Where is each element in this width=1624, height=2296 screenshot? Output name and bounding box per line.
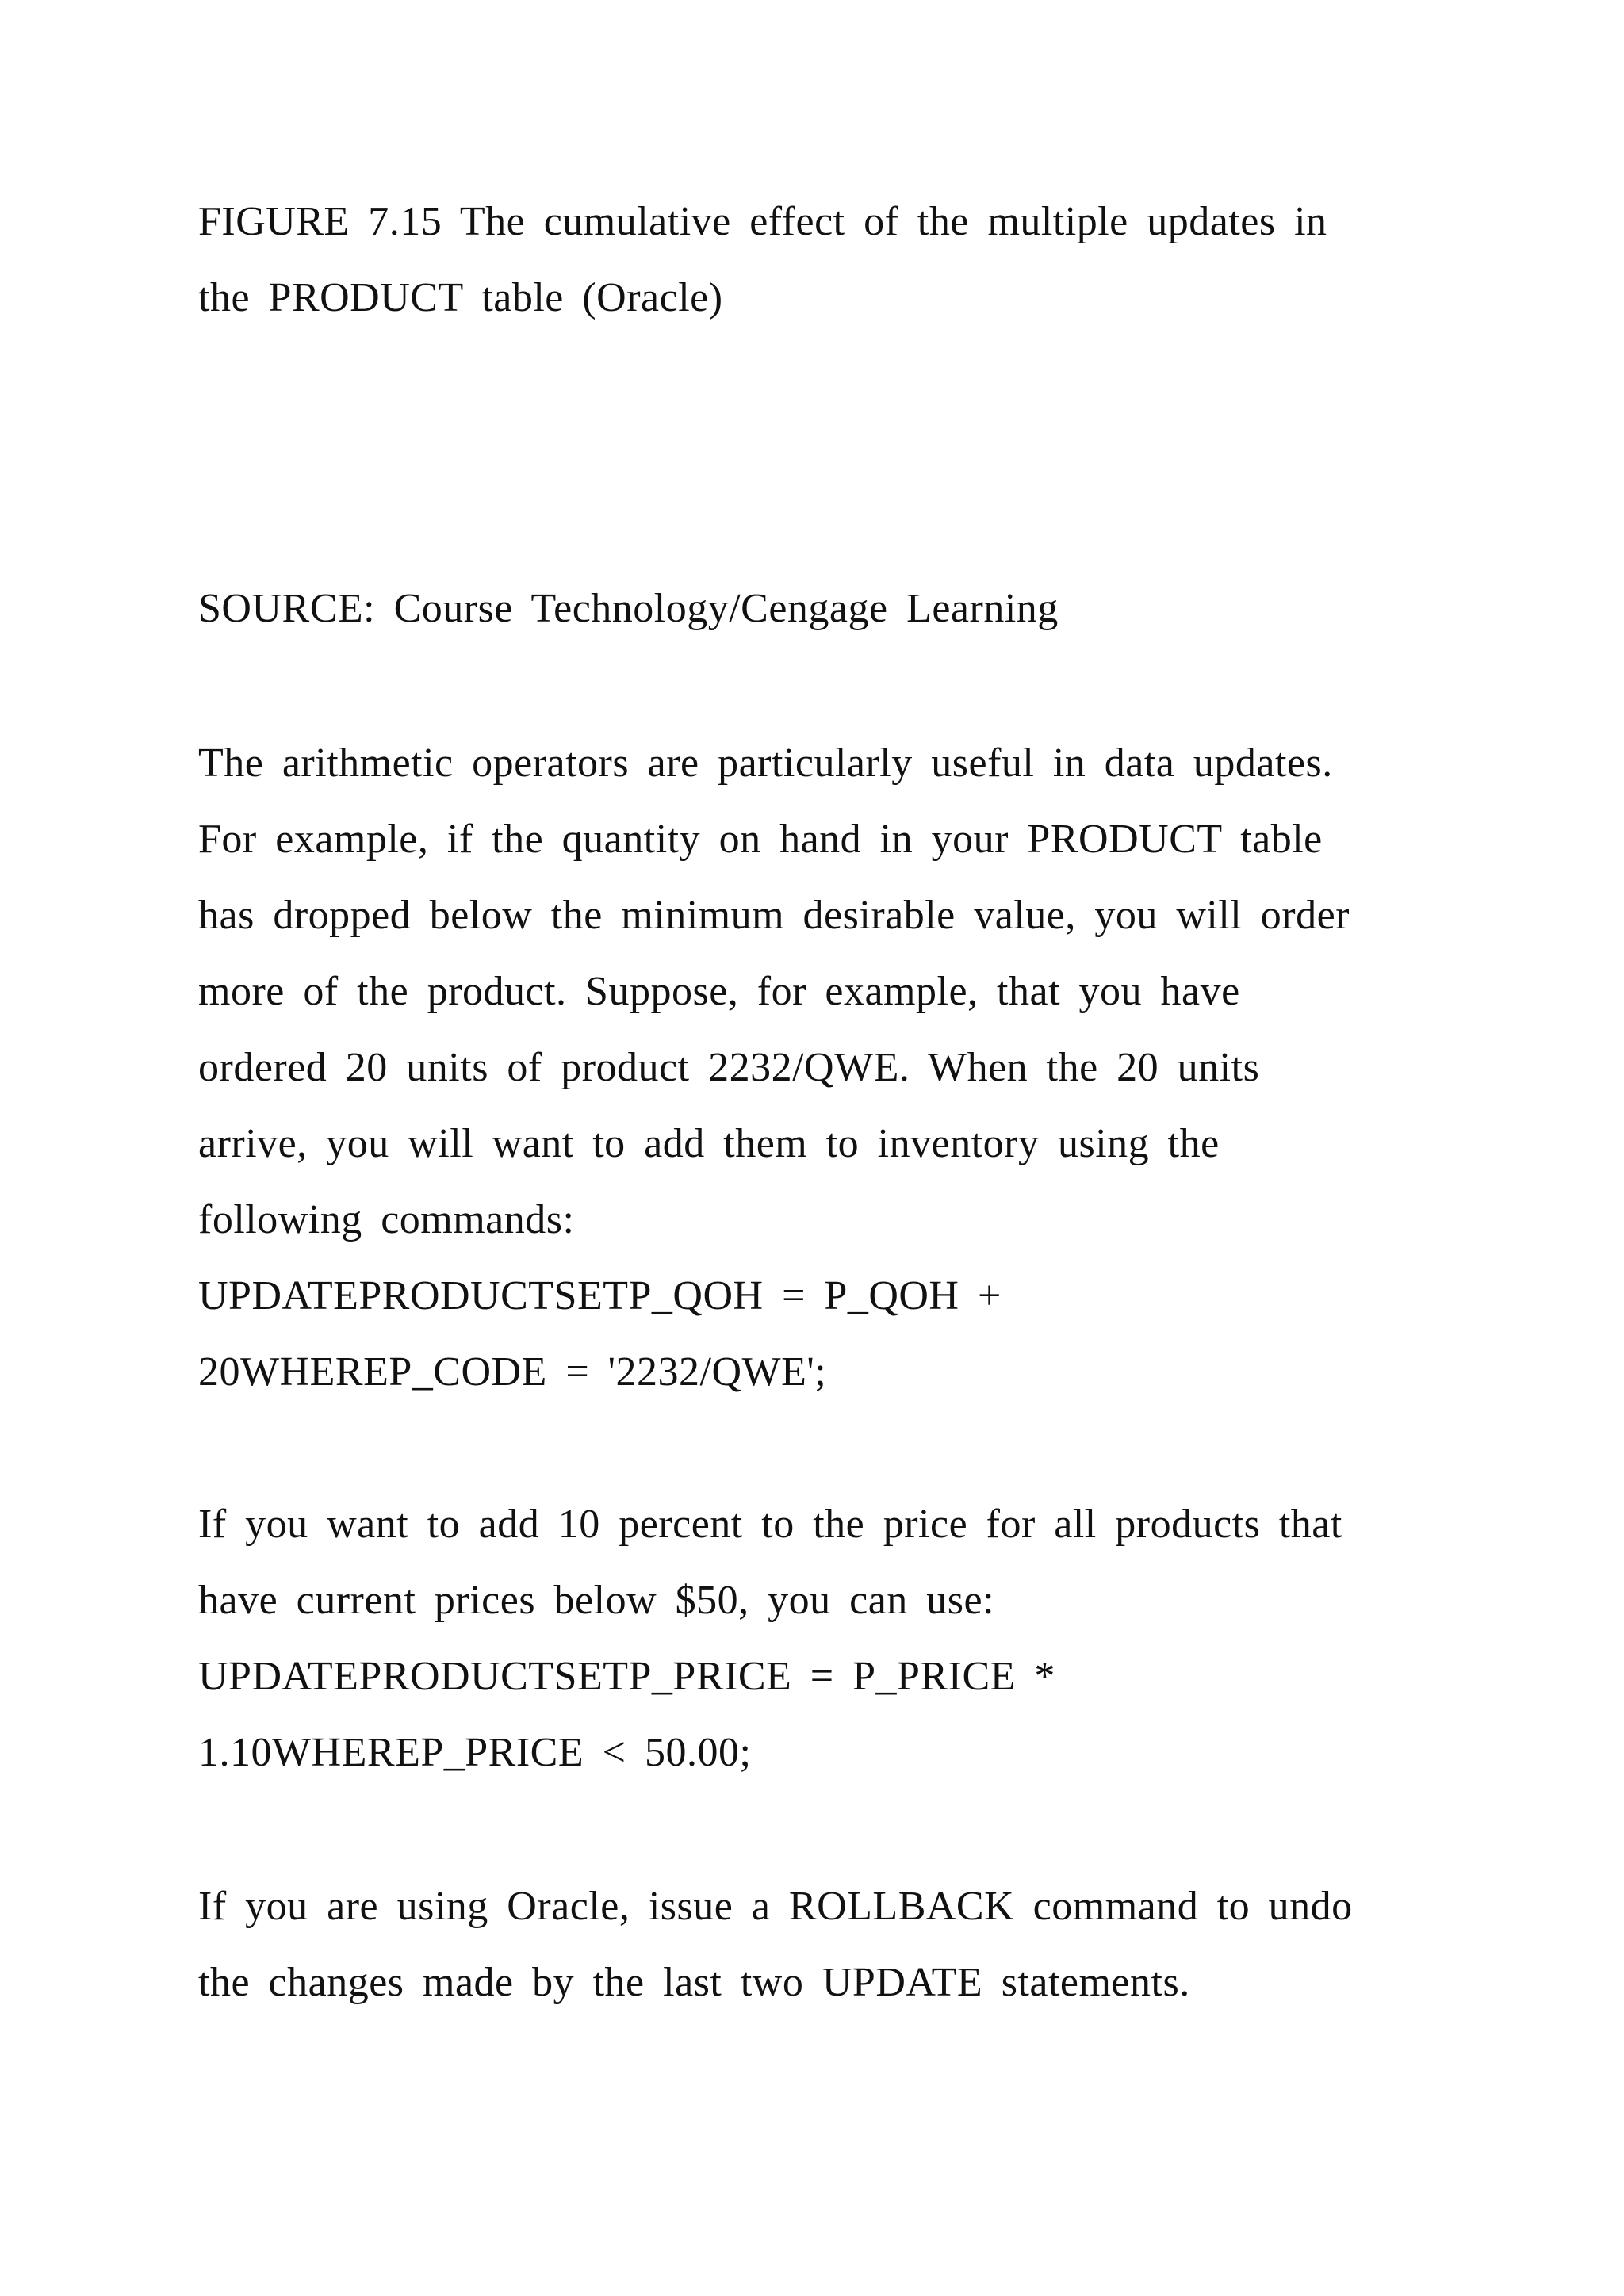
sql-command-line: UPDATEPRODUCTSETP_PRICE = P_PRICE * bbox=[198, 1654, 1055, 1699]
body-paragraph-rollback bbox=[198, 1869, 1435, 2021]
sql-command-line: 20WHEREP_CODE = '2232/QWE'; bbox=[198, 1349, 827, 1395]
figure-caption bbox=[198, 184, 1435, 336]
paragraph-line: For example, if the quantity on hand in your PRODUCT table bbox=[198, 817, 1323, 862]
paragraph-line: following commands: bbox=[198, 1197, 575, 1242]
body-paragraph-price-update bbox=[198, 1487, 1435, 1791]
source-text: SOURCE: Course Technology/Cengage Learning bbox=[198, 586, 1059, 631]
paragraph-line: has dropped below the minimum desirable value, you will order bbox=[198, 893, 1350, 938]
sql-command-line: UPDATEPRODUCTSETP_QOH = P_QOH + bbox=[198, 1273, 1002, 1318]
paragraph-line: If you are using Oracle, issue a ROLLBACK command to undo bbox=[198, 1884, 1353, 1929]
paragraph-line: arrive, you will want to add them to inventory using the bbox=[198, 1121, 1220, 1166]
caption-line: the PRODUCT table (Oracle) bbox=[198, 275, 723, 320]
caption-line: FIGURE 7.15 The cumulative effect of the multiple updates in bbox=[198, 199, 1327, 244]
source-credit bbox=[198, 571, 1435, 647]
sql-command-line: 1.10WHEREP_PRICE < 50.00; bbox=[198, 1730, 752, 1775]
paragraph-line: The arithmetic operators are particularly useful in data updates. bbox=[198, 740, 1333, 786]
paragraph-line: If you want to add 10 percent to the price for all products that bbox=[198, 1502, 1342, 1547]
paragraph-line: ordered 20 units of product 2232/QWE. When the 20 units bbox=[198, 1045, 1260, 1090]
body-paragraph-arithmetic-operators bbox=[198, 725, 1435, 1410]
paragraph-line: have current prices below $50, you can use: bbox=[198, 1578, 995, 1623]
paragraph-line: more of the product. Suppose, for example, that you have bbox=[198, 969, 1240, 1014]
paragraph-line: the changes made by the last two UPDATE statements. bbox=[198, 1960, 1190, 2005]
